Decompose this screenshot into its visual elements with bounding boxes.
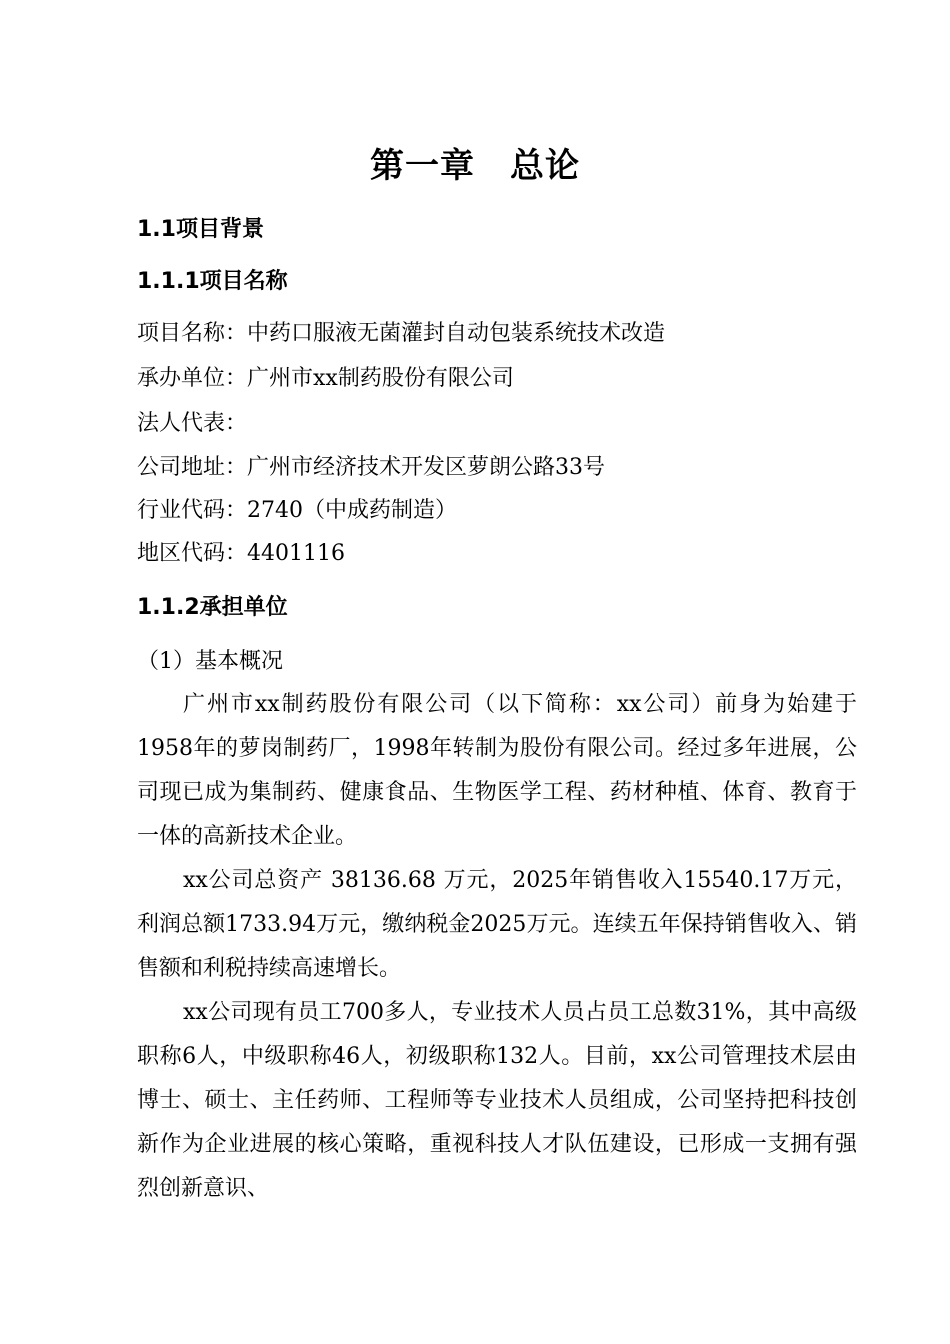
field-industry-code: 行业代码：2740（中成药制造） [137,498,457,523]
paragraph-company-history: 广州市xx制药股份有限公司（以下简称：xx公司）前身为始建于1958年的萝岗制药厂，1998年转制为股份有限公司。经过多年进展，公司现已成为集制药、健康食品、生物医学工程、药材种植、体育、教育于一体的高新技术企业。 [137,692,857,849]
paragraph-company-staff: xx公司现有员工700多人，专业技术人员占员工总数31%，其中高级职称6人，中级职称46人，初级职称132人。目前，xx公司管理技术层由博士、硕士、主任药师、工程师等专业技术人员组成，公司坚持把科技创新作为企业进展的核心策略，重视科技人才队伍建设，已形成一支拥有强烈创新意识、 [137,1000,857,1201]
section-heading-1-1-1: 1.1.1项目名称 [137,269,288,294]
field-legal-representative: 法人代表： [137,411,248,436]
section-heading-1-1: 1.1项目背景 [137,217,264,242]
field-region-code: 地区代码：4401116 [137,541,345,566]
field-company-address: 公司地址：广州市经济技术开发区萝朗公路33号 [137,455,605,480]
paragraph-company-finance: xx公司总资产 38136.68 万元，2025年销售收入15540.17万元，利润总额1733.94万元，缴纳税金2025万元。连续五年保持销售收入、销售额和利税持续高速增长。 [137,868,857,981]
section-heading-1-1-2: 1.1.2承担单位 [137,595,288,620]
subheading-basic-overview: （1）基本概况 [137,649,283,674]
field-project-name: 项目名称：中药口服液无菌灌封自动包装系统技术改造 [137,321,666,346]
field-undertaking-unit: 承办单位：广州市xx制药股份有限公司 [137,366,514,391]
chapter-title: 第一章 总论 [370,146,580,186]
